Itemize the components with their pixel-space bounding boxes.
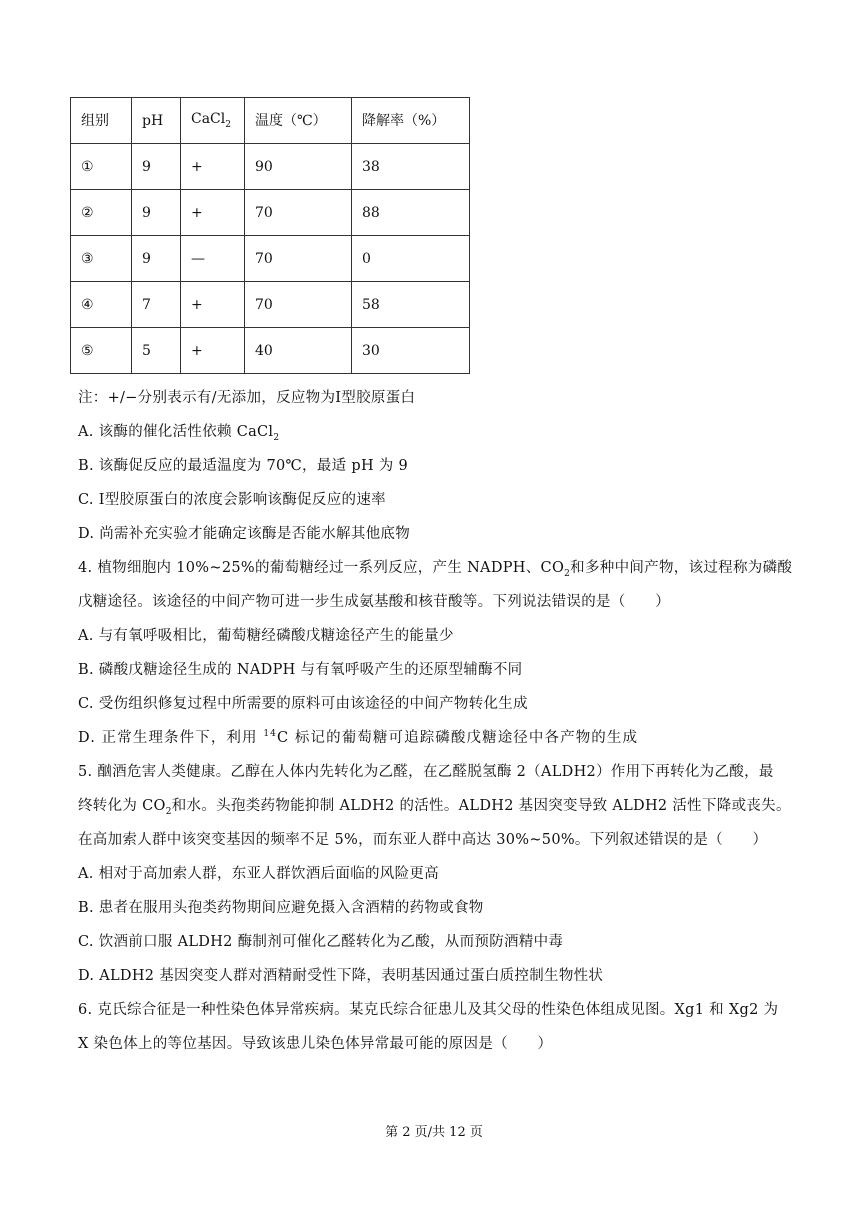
q4-stem-text-a: 4. 植物细胞内 10%~25%的葡萄糖经过一系列反应，产生 NADPH、CO (78, 560, 565, 576)
q3-option-a-text: A. 该酶的催化活性依赖 CaCl (78, 424, 274, 440)
table-header-cell: 温度（℃） (245, 98, 352, 144)
table-row (71, 144, 470, 190)
table-cell: + (181, 328, 245, 374)
table-cell: 90 (245, 144, 352, 190)
table-cell: ⑤ (71, 328, 132, 374)
table-cell: ① (71, 144, 132, 190)
table-cell: ② (71, 190, 132, 236)
table-row (71, 190, 470, 236)
table-cell: 5 (132, 328, 181, 374)
header-cacl-text: CaCl (191, 110, 226, 127)
table-note: 注：+/−分别表示有/无添加，反应物为Ⅰ型胶原蛋白 (78, 390, 416, 406)
table-cell: 70 (245, 236, 352, 282)
table-cell: 40 (245, 328, 352, 374)
q3-option-d: D. 尚需补充实验才能确定该酶是否能水解其他底物 (78, 526, 411, 542)
q6-stem-line-1: 6. 克氏综合征是一种性染色体异常疾病。某克氏综合征患儿及其父母的性染色体组成见图。Xg1 和 Xg2 为 (78, 1002, 779, 1018)
table-cell: + (181, 282, 245, 328)
table-cell: 38 (352, 144, 470, 190)
q4-stem-text-b: 和多种中间产物，该过程称为磷酸 (570, 560, 793, 576)
table-header-cell (181, 98, 245, 144)
q4-option-d-superscript: 14 (263, 729, 277, 740)
table-cell: 30 (352, 328, 470, 374)
q3-option-a-subscript: 2 (273, 432, 280, 443)
table-cell: + (181, 190, 245, 236)
q4-stem-subscript: 2 (564, 568, 571, 579)
table-cell: ③ (71, 236, 132, 282)
table-cell: 70 (245, 190, 352, 236)
table-cell: + (181, 144, 245, 190)
table-row (71, 236, 470, 282)
q3-option-a (78, 420, 279, 443)
page-footer: 第 2 页/共 12 页 (385, 1125, 483, 1140)
table-header-row (71, 98, 470, 144)
table-cell: 9 (132, 190, 181, 236)
q4-option-d-text-b: C 标记的葡萄糖可追踪磷酸戊糖途径中各产物的生成 (277, 730, 639, 746)
q5-stem-text-b: 和水。头孢类药物能抑制 ALDH2 的活性。ALDH2 基因突变导致 ALDH2 活性下降或丧失。 (171, 798, 791, 814)
q5-stem-line-2 (78, 794, 791, 817)
q3-option-c: C. Ⅰ型胶原蛋白的浓度会影响该酶促反应的速率 (78, 492, 386, 508)
table-cell: 88 (352, 190, 470, 236)
table-cell: 0 (352, 236, 470, 282)
table-cell: 70 (245, 282, 352, 328)
table-header-cell: 组别 (71, 98, 132, 144)
q4-option-d-text-a: D. 正常生理条件下，利用 (78, 730, 264, 746)
q4-stem-line-2: 戊糖途径。该途径的中间产物可进一步生成氨基酸和核苷酸等。下列说法错误的是（ ） (78, 594, 670, 610)
table-header-cell: 降解率（%） (352, 98, 470, 144)
q5-stem-line-3: 在高加索人群中该突变基因的频率不足 5%，而东亚人群中高达 30%~50%。下列叙述错误的是（ ） (78, 832, 768, 848)
q5-stem-line-1: 5. 酗酒危害人类健康。乙醇在人体内先转化为乙醛，在乙醛脱氢酶 2（ALDH2）作用下再转化为乙酸，最 (78, 764, 774, 780)
table-row (71, 282, 470, 328)
q4-option-c: C. 受伤组织修复过程中所需要的原料可由该途径的中间产物转化生成 (78, 696, 528, 712)
table-cell: 7 (132, 282, 181, 328)
q3-option-b: B. 该酶促反应的最适温度为 70℃，最适 pH 为 9 (78, 458, 409, 474)
table-cell: — (181, 236, 245, 282)
q5-option-b: B. 患者在服用头孢类药物期间应避免摄入含酒精的药物或食物 (78, 900, 484, 916)
q5-stem-text-a: 终转化为 CO (78, 798, 166, 814)
q6-stem-line-2: X 染色体上的等位基因。导致该患儿染色体异常最可能的原因是（ ） (78, 1036, 553, 1052)
q5-option-c: C. 饮酒前口服 ALDH2 酶制剂可催化乙醛转化为乙酸，从而预防酒精中毒 (78, 934, 564, 950)
q4-option-a: A. 与有氧呼吸相比，葡萄糖经磷酸戊糖途径产生的能量少 (78, 628, 454, 644)
q5-option-a: A. 相对于高加索人群，东亚人群饮酒后面临的风险更高 (78, 866, 439, 882)
table-cell: 58 (352, 282, 470, 328)
q4-stem-line-1 (78, 556, 792, 579)
q5-option-d: D. ALDH2 基因突变人群对酒精耐受性下降，表明基因通过蛋白质控制生物性状 (78, 968, 604, 984)
q5-stem-subscript: 2 (165, 806, 172, 817)
header-cacl-subscript: 2 (225, 119, 231, 130)
table-header-cell: pH (132, 98, 181, 144)
table-row (71, 328, 470, 374)
table-cell: ④ (71, 282, 132, 328)
table-cell: 9 (132, 236, 181, 282)
q4-option-b: B. 磷酸戊糖途径生成的 NADPH 与有氧呼吸产生的还原型辅酶不同 (78, 662, 523, 678)
experiment-table (70, 97, 470, 374)
q4-option-d (78, 726, 638, 747)
table-cell: 9 (132, 144, 181, 190)
